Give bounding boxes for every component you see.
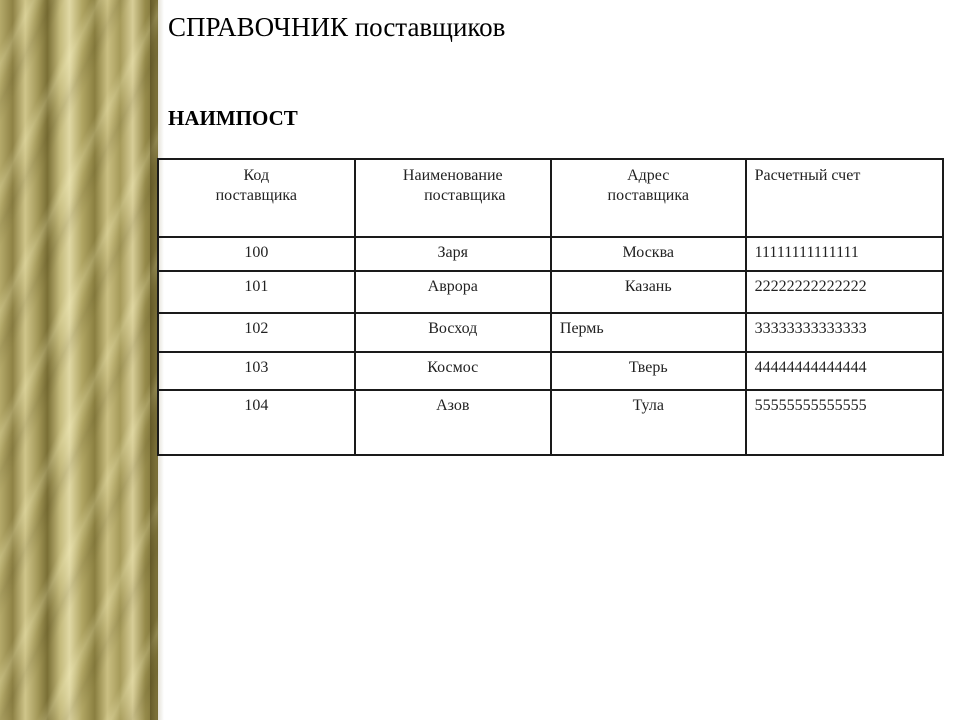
cell-code: 104 xyxy=(158,390,355,455)
table-header-row xyxy=(158,159,943,237)
table-row xyxy=(158,352,943,390)
cell-account: 55555555555555 xyxy=(746,390,943,455)
cell-name: Аврора xyxy=(355,271,551,313)
cell-address: Тверь xyxy=(551,352,746,390)
cell-address: Пермь xyxy=(551,313,746,352)
header-name-line1: Наименование xyxy=(402,167,503,184)
cell-account: 44444444444444 xyxy=(746,352,943,390)
header-addr-line2: поставщика xyxy=(607,187,689,204)
header-supplier-address xyxy=(551,159,746,237)
header-code-line1: Код xyxy=(243,167,270,184)
header-supplier-name xyxy=(355,159,551,237)
header-account: Расчетный счет xyxy=(746,159,943,237)
header-addr-line1: Адрес xyxy=(627,167,670,184)
table-row xyxy=(158,313,943,352)
table-name: НАИМПОСТ xyxy=(168,106,298,130)
header-supplier-code xyxy=(158,159,355,237)
cell-account: 33333333333333 xyxy=(746,313,943,352)
header-name-line2: поставщика xyxy=(424,187,506,204)
table-row xyxy=(158,237,943,271)
cell-address: Тула xyxy=(551,390,746,455)
cell-account: 22222222222222 xyxy=(746,271,943,313)
cell-code: 101 xyxy=(158,271,355,313)
header-code-line2: поставщика xyxy=(215,187,298,204)
cell-account: 11111111111111 xyxy=(746,237,943,271)
suppliers-table xyxy=(157,158,944,456)
page-title: СПРАВОЧНИК поставщиков xyxy=(168,12,506,42)
table-row xyxy=(158,390,943,455)
cell-code: 102 xyxy=(158,313,355,352)
cell-address: Казань xyxy=(551,271,746,313)
cell-name: Космос xyxy=(355,352,551,390)
cell-address: Москва xyxy=(551,237,746,271)
cell-name: Азов xyxy=(355,390,551,455)
cell-name: Заря xyxy=(355,237,551,271)
cell-code: 103 xyxy=(158,352,355,390)
cell-code: 100 xyxy=(158,237,355,271)
decorative-column-band xyxy=(0,0,158,720)
cell-name: Восход xyxy=(355,313,551,352)
table-row xyxy=(158,271,943,313)
